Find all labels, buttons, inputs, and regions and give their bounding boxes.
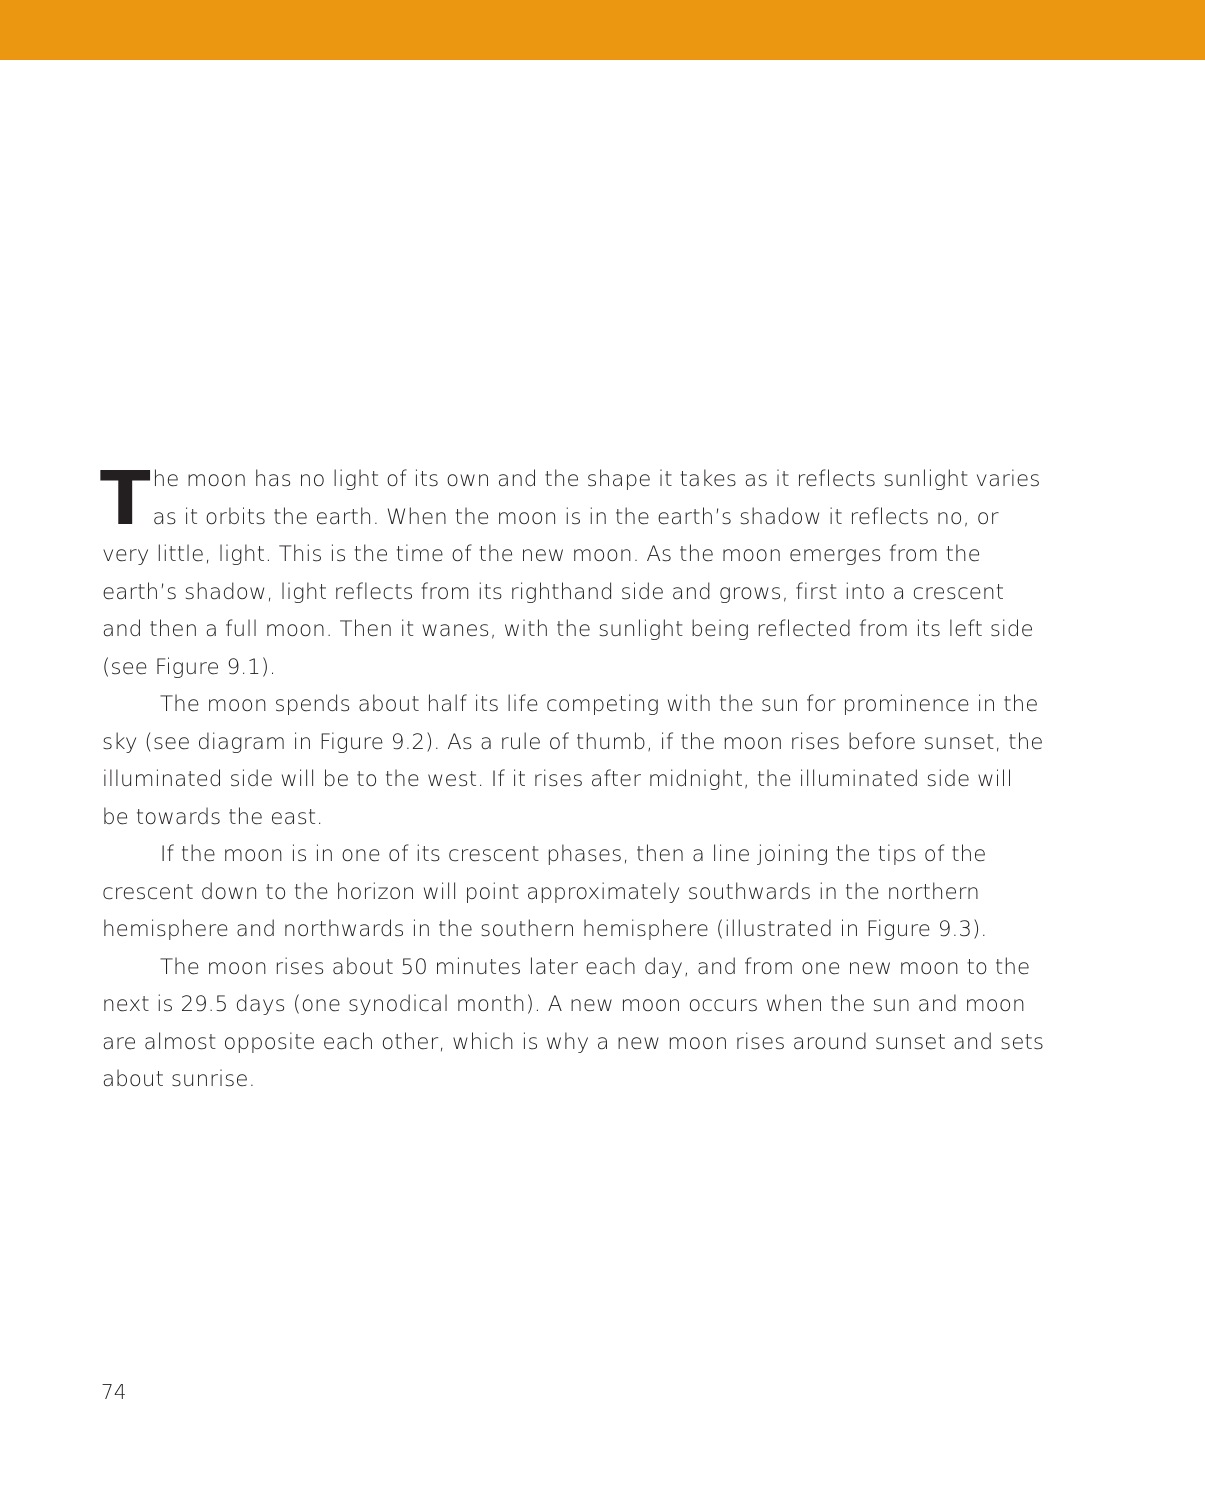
page-number: 74 (101, 1380, 127, 1404)
paragraph-1 (100, 456, 1046, 686)
paragraph-3: If the moon is in one of its crescent phases, then a line joining the tips of the crescent down to the horizon will point approximately southwards in the northern hemisphere and northwards in the southern hemisphere (illustrated in Figure 9.3). (102, 842, 988, 942)
header-color-band (0, 0, 1205, 60)
paragraph-2: The moon spends about half its life competing with the sun for prominence in the sky (see diagram in Figure 9.2). As a rule of thumb, if the moon rises before sunset, the illuminated side will be to the west. If it rises after midnight, the illuminated side will be towards the east. (102, 692, 1044, 830)
drop-cap: T (100, 456, 151, 542)
paragraph-4: The moon rises about 50 minutes later each day, and from one new moon to the next is 29.5 days (one synodical month). A new moon occurs when the sun and moon are almost opposite each other, which is why a new moon rises around sunset and sets about sunrise. (102, 954, 1045, 1092)
body-text (100, 456, 1046, 1099)
paragraph-1-text: he moon has no light of its own and the shape it takes as it reflects sunlight varies as it orbits the earth. When the moon is in the earth’s shadow it reflects no, or very little, light. This is the time of the new moon. As the moon emerges from the earth’s shadow, light reflects from its righthand side and grows, first into a crescent and then a full moon. Then it wanes, with the sunlight being reflected from its left side (see Figure 9.1). (102, 467, 1041, 680)
